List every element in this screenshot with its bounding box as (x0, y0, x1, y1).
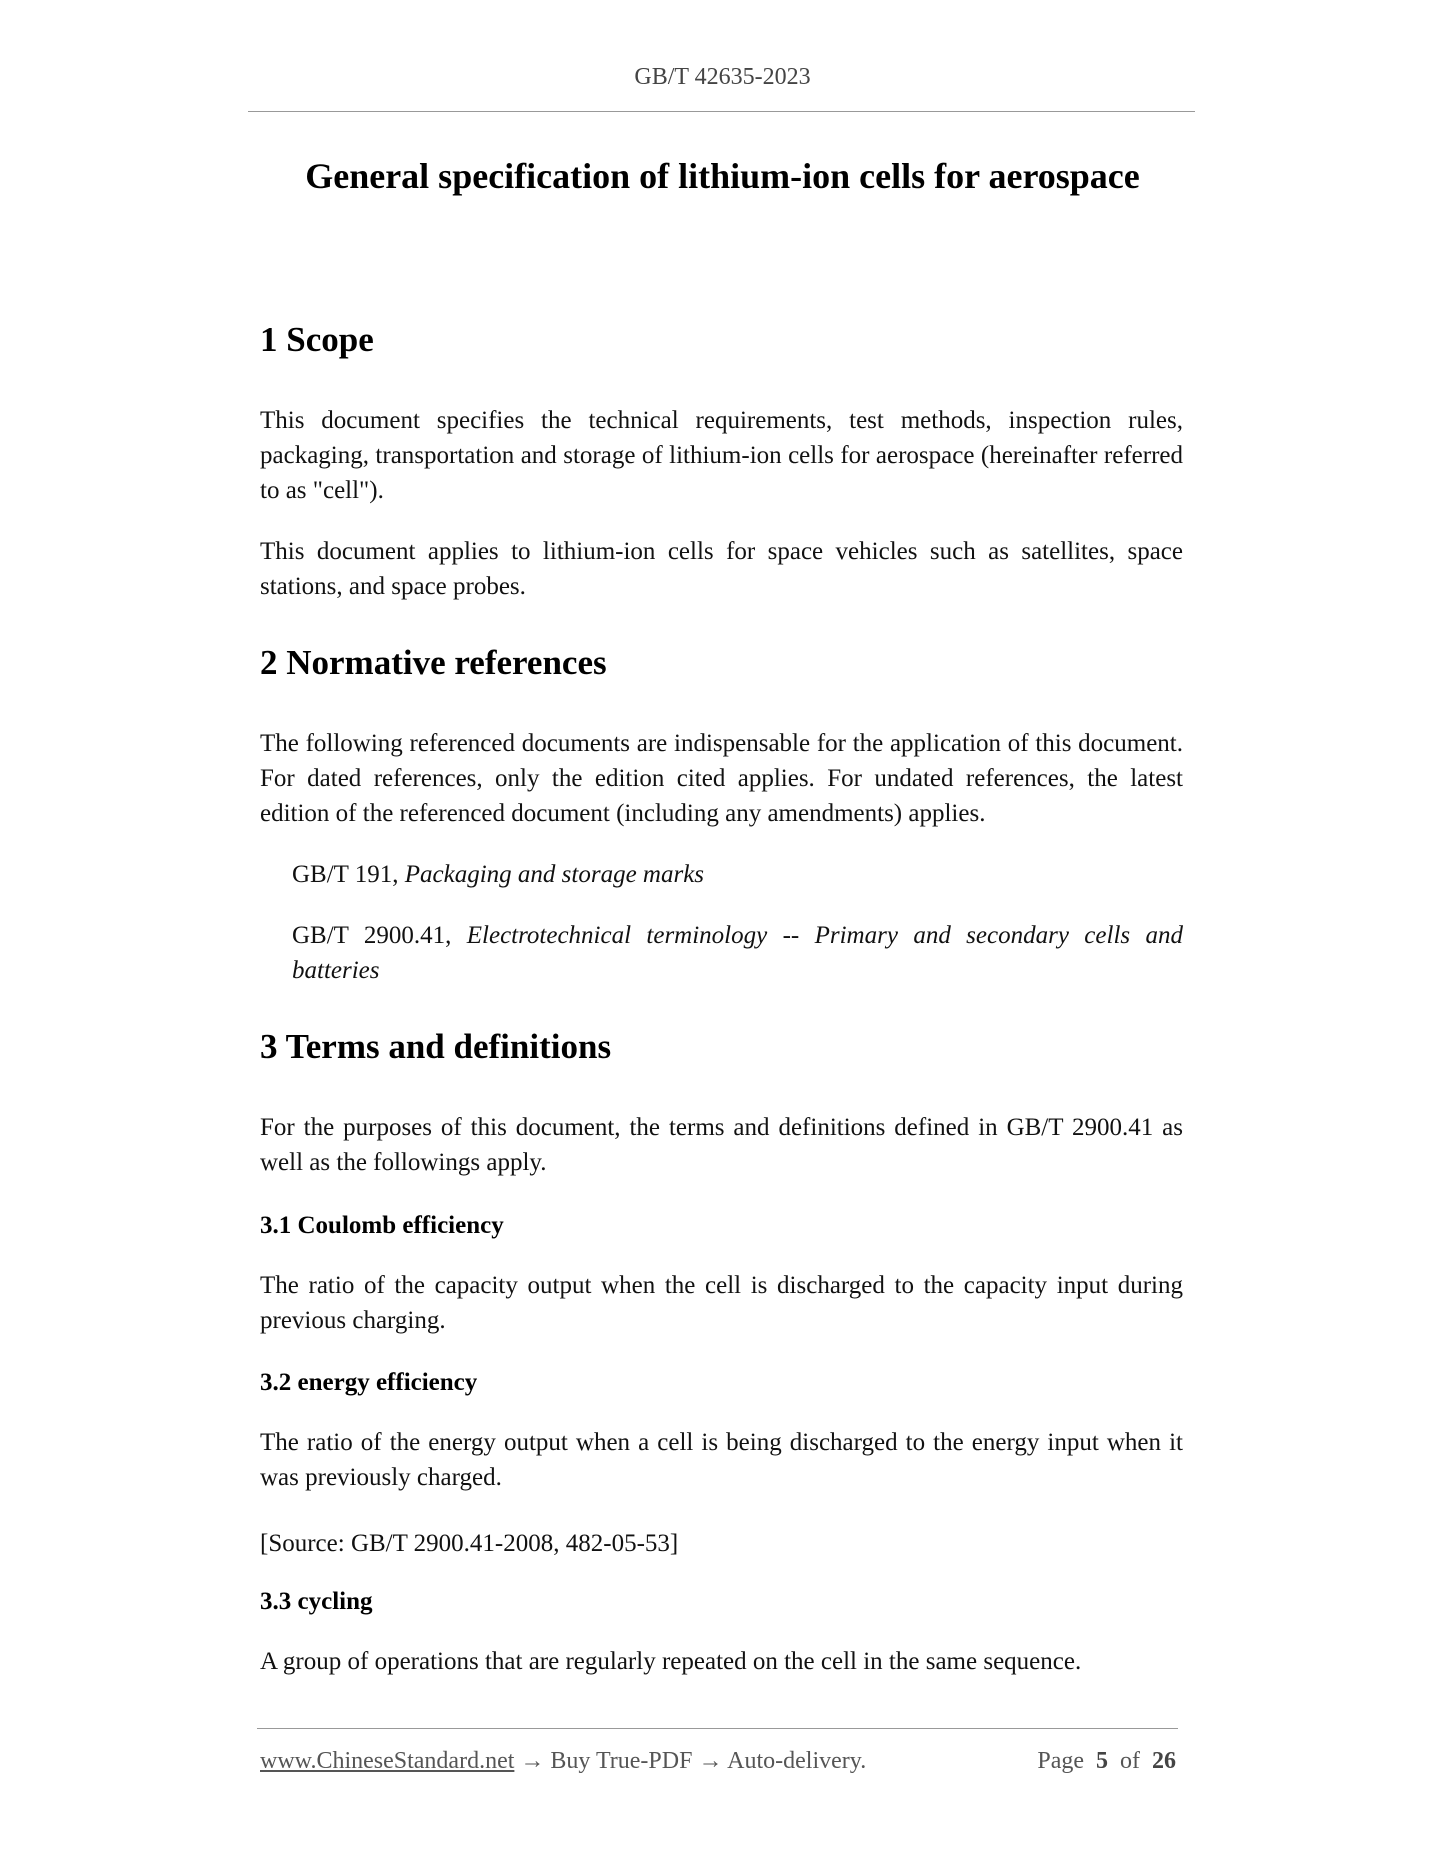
of-label: of (1120, 1748, 1140, 1774)
term-heading: 3.2 energy efficiency (260, 1369, 478, 1396)
term-definition: The ratio of the capacity output when the cell is discharged to the capacity input during previous charging. (260, 1272, 1183, 1334)
term-heading: 3.1 Coulomb efficiency (260, 1212, 504, 1239)
page-indicator (1037, 1748, 1176, 1775)
reference-code: GB/T 2900.41, (292, 922, 467, 949)
term-definition: The ratio of the energy output when a cell is being discharged to the energy input when it was previously charged. (260, 1429, 1183, 1491)
term-heading: 3.3 cycling (260, 1588, 373, 1615)
scope-paragraph-2: This document applies to lithium-ion cells for space vehicles such as satellites, space stations, and space probes. (260, 538, 1183, 600)
terms-paragraph: For the purposes of this document, the terms and definitions defined in GB/T 2900.41 as well as the followings apply. (260, 1114, 1183, 1176)
term-source: [Source: GB/T 2900.41-2008, 482-05-53] (260, 1530, 679, 1557)
normative-paragraph: The following referenced documents are indispensable for the application of this document. For dated references, only the edition cited applies. For undated references, the latest edition of the referenced document (including any amendments) applies. (260, 730, 1183, 827)
website-link[interactable]: www.ChineseStandard.net (260, 1748, 515, 1774)
footer-divider (257, 1728, 1178, 1729)
reference-title: Electrotechnical terminology -- Primary and secondary cells and batteries (292, 922, 1183, 984)
footer-promo (260, 1748, 866, 1775)
section-heading-normative-references: 2 Normative references (260, 643, 607, 682)
total-pages: 26 (1152, 1748, 1176, 1774)
page-label: Page (1037, 1748, 1084, 1774)
delivery-text: Auto-delivery. (727, 1748, 867, 1774)
reference-item (292, 857, 1183, 892)
running-header: GB/T 42635-2023 (634, 64, 811, 90)
reference-title: Packaging and storage marks (404, 861, 705, 888)
reference-code: GB/T 191, (292, 861, 405, 888)
reference-item (292, 918, 1183, 988)
page-number: 5 (1096, 1748, 1108, 1774)
section-heading-scope: 1 Scope (260, 320, 374, 359)
section-heading-terms-definitions: 3 Terms and definitions (260, 1027, 612, 1066)
term-definition: A group of operations that are regularly repeated on the cell in the same sequence. (260, 1648, 1082, 1675)
buy-text: Buy True-PDF (550, 1748, 693, 1774)
arrow-icon: → (520, 1748, 545, 1774)
scope-paragraph-1: This document specifies the technical requirements, test methods, inspection rules, packaging, transportation and storage of lithium-ion cells for aerospace (hereinafter referred to as "cell"). (260, 407, 1183, 504)
arrow-icon: → (698, 1748, 723, 1774)
document-title: General specification of lithium-ion cells for aerospace (305, 156, 1140, 196)
